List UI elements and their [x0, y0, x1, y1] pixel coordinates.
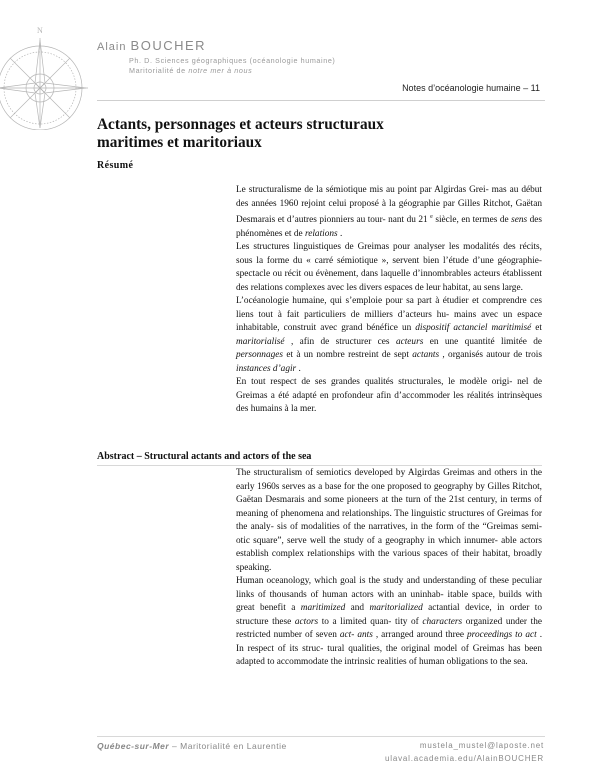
- footer-website-link[interactable]: ulaval.academia.edu/AlainBOUCHER: [385, 754, 544, 763]
- footer-divider: [97, 736, 545, 737]
- footer-publication: Québec-sur-Mer – Maritorialité en Laurentie: [97, 741, 287, 751]
- page-title: Actants, personnages et acteurs structuraux maritimes et maritoriaux: [97, 116, 384, 151]
- abstract-divider: [97, 465, 542, 466]
- svg-text:N: N: [37, 26, 43, 35]
- abstract-heading: Abstract – Structural actants and actors of the sea: [97, 451, 312, 462]
- compass-rose-icon: [0, 0, 100, 130]
- paragraph: The structuralism of semiotics developed by Algirdas Greimas and others in the early 1960s serves as a base for the one proposed to geography by Gilles Ritchot, Gaëtan Desmarais and some pioneers at the turn of the 21st century, in terms of meaning of phenomena and relationships. The linguistic structures of Greimas for the analy- sis of modalities of the narratives, in the form of the “Greimas semi- otic square”, serve well the study of a geography in which innumer- able actors establish complex relationships with the various spaces of their habitat, broadly speaking.: [236, 468, 543, 573]
- author-project: Maritorialité de notre mer à nous: [129, 66, 253, 75]
- paragraph: Human oceanology, which goal is the study and understanding of these peculiar links of thousands of human actors with an uninhab- itable space, builds with great benefit a maritimized and maritorialized actantial device, in order to structure these actors to a limited quan- tity of characters organized under the restricted number of seven act- ants , arranged around three proceedings to act . In respect of its struc- tural qualities, the original model of Greimas has been adapted to accommodate the intrinsic realities of human obligations to the sea.: [236, 576, 543, 667]
- series-label: Notes d’océanologie humaine – 11: [402, 83, 540, 93]
- resume-body: [236, 184, 542, 417]
- abstract-body: [236, 467, 542, 670]
- paragraph: Le structuralisme de la sémiotique mis au point par Algirdas Grei- mas au début des années 1960 rejoint celui proposé à la géographie par Gilles Ritchot, Gaëtan Desmarais et d’autres pionniers au tour- nant du 21 $^e$ siècle, en termes de sens des phénomènes et de relations .: [236, 185, 543, 239]
- resume-heading: Résumé: [97, 160, 134, 171]
- author-name: Alain BOUCHER: [97, 38, 207, 53]
- paragraph: Les structures linguistiques de Greimas pour analyser les modalités des récits, sous la forme du « carré sémiotique », servent bien l’étude d’une géographie-spectacle ou récit ou évènement, dans laquelle d’innombrables acteurs établissent des relations complexes avec les divers espaces de leur habitat, au sens large.: [236, 242, 542, 293]
- author-affiliation: Ph. D. Sciences géographiques (océanologie humaine): [129, 56, 336, 65]
- paragraph: L’océanologie humaine, qui s’emploie pour sa part à étudier et comprendre ces liens tout à fait particuliers de milliers d’acteurs hu- mains avec un espace inhabitable, construit avec grand bénéfice un dispositif actanciel maritimisé et maritorialisé , afin de structurer ces acteurs en une quantité limitée de personnages et à un nombre restreint de sept actants , organisés autour de trois instances d’agir .: [236, 296, 543, 374]
- paragraph: En tout respect de ses grandes qualités structurales, le modèle origi- nel de Greimas a été adapté en profondeur afin d’accommoder les réalités intrinsèques des humains à la mer.: [236, 377, 542, 415]
- footer-email-link[interactable]: mustela_mustel@laposte.net: [419, 741, 544, 750]
- header-divider: [97, 100, 545, 101]
